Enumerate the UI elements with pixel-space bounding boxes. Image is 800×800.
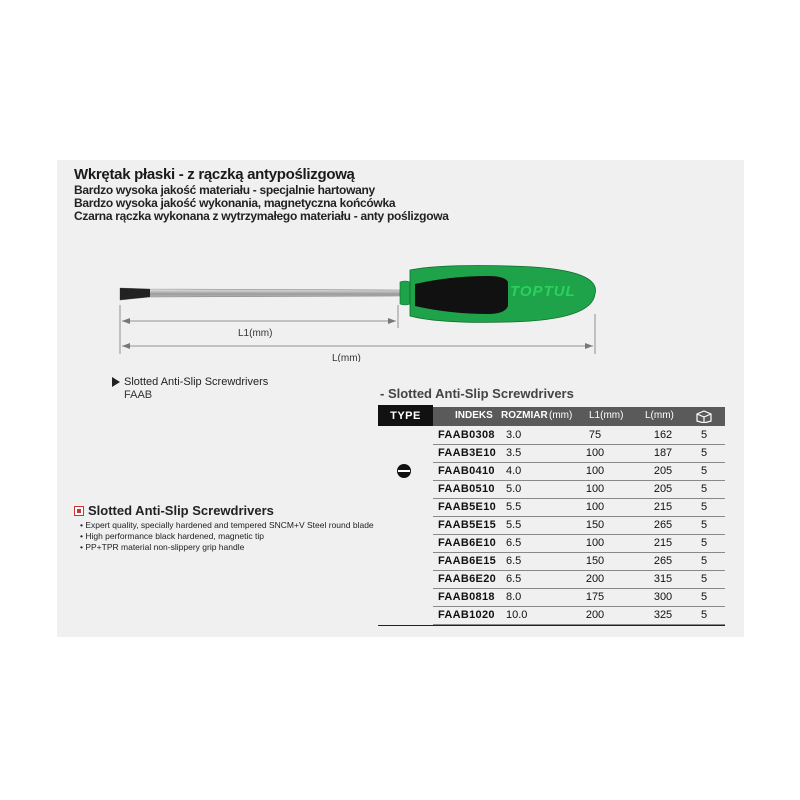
- table-row: [433, 571, 725, 589]
- cell-l1: 100: [585, 465, 605, 477]
- cell-index: FAAB5E15: [438, 519, 497, 531]
- table-bottom-divider: [378, 625, 725, 626]
- cell-index: FAAB0308: [438, 429, 495, 441]
- header-index: INDEKS: [455, 410, 493, 421]
- box-icon: [695, 409, 713, 423]
- cell-size: 6.5: [506, 537, 522, 549]
- cell-size: 3.0: [506, 429, 522, 441]
- header-size: ROZMIAR: [501, 410, 548, 421]
- cell-size: 4.0: [506, 465, 522, 477]
- cell-l: 215: [653, 537, 673, 549]
- cell-l: 300: [653, 591, 673, 603]
- cell-size: 6.5: [506, 573, 522, 585]
- type-label: TYPE: [378, 405, 433, 426]
- cell-l: 325: [653, 609, 673, 621]
- cell-size: 5.0: [506, 483, 522, 495]
- heading-block: [74, 166, 449, 223]
- cell-pack: 5: [701, 465, 708, 477]
- table-row: [433, 463, 725, 481]
- cell-index: FAAB1020: [438, 609, 495, 621]
- cell-pack: 5: [701, 519, 708, 531]
- cell-index: FAAB0410: [438, 465, 495, 477]
- cell-size: 6.5: [506, 555, 522, 567]
- cell-index: FAAB3E10: [438, 447, 497, 459]
- cell-index: FAAB6E10: [438, 537, 497, 549]
- cell-l1: 75: [588, 429, 602, 441]
- table-row: [433, 517, 725, 535]
- cell-l: 265: [653, 519, 673, 531]
- table-row: [433, 607, 725, 625]
- cell-size: 8.0: [506, 591, 522, 603]
- table-row: [433, 535, 725, 553]
- cell-l: 162: [653, 429, 673, 441]
- screwdriver-diagram: [110, 262, 610, 362]
- square-bullet-icon: [74, 506, 84, 516]
- cell-pack: 5: [701, 573, 708, 585]
- header-l: L(mm): [645, 410, 674, 421]
- cell-pack: 5: [701, 429, 708, 441]
- triangle-bullet-icon: [112, 377, 120, 387]
- cell-l1: 200: [585, 609, 605, 621]
- feature-item: • Expert quality, specially hardened and tempered SNCM+V Steel round blade: [80, 520, 374, 531]
- cell-l: 205: [653, 483, 673, 495]
- table-row: [433, 499, 725, 517]
- cell-l1: 100: [585, 447, 605, 459]
- features-title-row: [74, 503, 374, 518]
- cell-l: 205: [653, 465, 673, 477]
- table-row: [433, 553, 725, 571]
- product-info: [112, 376, 268, 401]
- features-title: Slotted Anti-Slip Screwdrivers: [88, 503, 274, 518]
- cell-l1: 100: [585, 537, 605, 549]
- heading-line-1: Bardzo wysoka jakość materiału - specjalnie hartowany: [74, 183, 375, 197]
- product-name-row: [112, 376, 268, 388]
- cell-l: 315: [653, 573, 673, 585]
- product-name: Slotted Anti-Slip Screwdrivers: [124, 376, 269, 388]
- cell-l: 187: [653, 447, 673, 459]
- cell-size: 5.5: [506, 519, 522, 531]
- cell-pack: 5: [701, 501, 708, 513]
- cell-index: FAAB0510: [438, 483, 495, 495]
- features-list: [80, 520, 374, 553]
- slotted-tip-icon: [397, 464, 411, 478]
- cell-l1: 150: [585, 519, 605, 531]
- cell-index: FAAB6E15: [438, 555, 497, 567]
- heading-line-3: Czarna rączka wykonana z wytrzymałego materiału - anty poślizgowa: [74, 209, 449, 223]
- heading-line-2: Bardzo wysoka jakość wykonania, magnetyczna końcówka: [74, 196, 396, 210]
- cell-pack: 5: [701, 609, 708, 621]
- cell-pack: 5: [701, 483, 708, 495]
- cell-size: 5.5: [506, 501, 522, 513]
- page-title: Wkrętak płaski - z rączką antypoślizgową: [74, 166, 355, 183]
- l-dimension-label: L(mm): [332, 353, 361, 362]
- cell-l1: 100: [585, 501, 605, 513]
- cell-l1: 100: [585, 483, 605, 495]
- cell-pack: 5: [701, 555, 708, 567]
- cell-l1: 150: [585, 555, 605, 567]
- cell-l: 265: [653, 555, 673, 567]
- cell-l1: 200: [585, 573, 605, 585]
- product-code: FAAB: [124, 389, 153, 401]
- cell-l1: 175: [585, 591, 605, 603]
- table-header: [433, 407, 725, 426]
- features-block: [74, 503, 374, 553]
- l1-dimension-label: L1(mm): [238, 328, 273, 339]
- table-row: [433, 427, 725, 445]
- cell-l: 215: [653, 501, 673, 513]
- header-size-unit: (mm): [549, 410, 573, 421]
- header-l1: L1(mm): [589, 410, 624, 421]
- cell-index: FAAB6E20: [438, 573, 497, 585]
- cell-pack: 5: [701, 537, 708, 549]
- cell-size: 3.5: [506, 447, 522, 459]
- cell-pack: 5: [701, 591, 708, 603]
- feature-item: • High performance black hardened, magnetic tip: [80, 531, 374, 542]
- table-row: [433, 481, 725, 499]
- table-row: [433, 445, 725, 463]
- cell-index: FAAB5E10: [438, 501, 497, 513]
- cell-index: FAAB0818: [438, 591, 495, 603]
- cell-size: 10.0: [506, 609, 528, 621]
- table-row: [433, 589, 725, 607]
- feature-item: • PP+TPR material non-slippery grip handle: [80, 542, 374, 553]
- table-title: - Slotted Anti-Slip Screwdrivers: [380, 386, 574, 401]
- cell-pack: 5: [701, 447, 708, 459]
- brand-logo: TOPTUL: [510, 283, 576, 300]
